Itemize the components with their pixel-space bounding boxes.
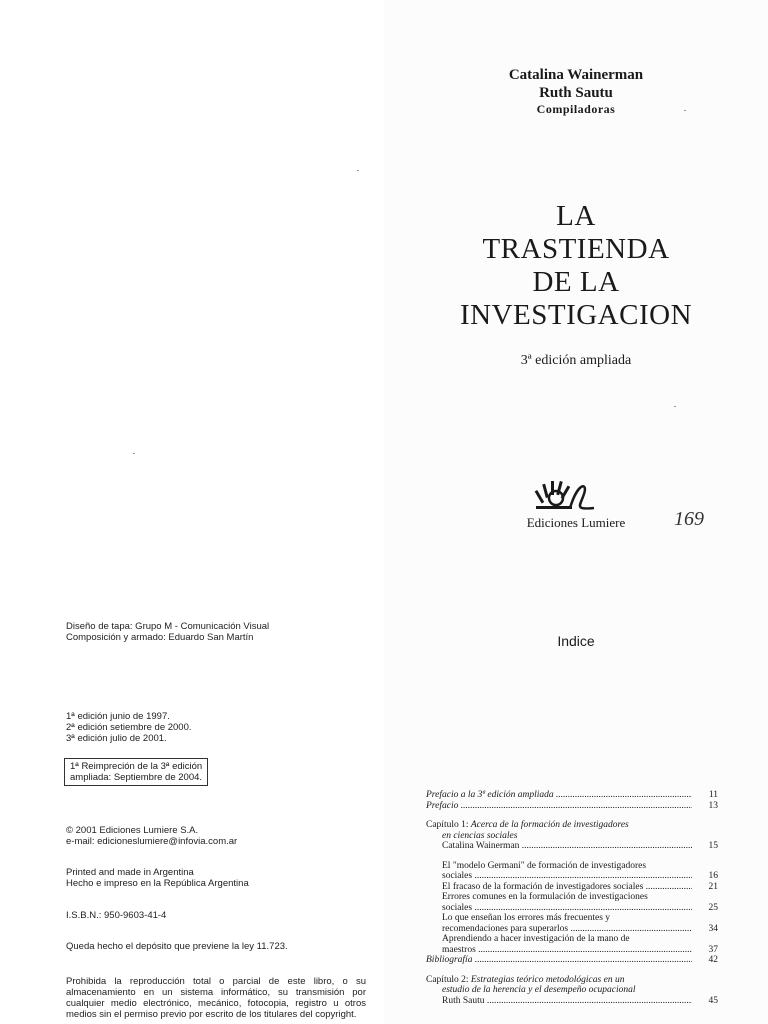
toc-entry xyxy=(426,903,718,914)
toc-page-number: 25 xyxy=(708,902,718,913)
title-line: INVESTIGACION xyxy=(459,299,693,331)
printed-line: Hecho e impreso en la República Argentina xyxy=(66,878,249,889)
index-page xyxy=(384,544,768,1024)
reprint-line: 1ª Reimpreción de la 3ª edición xyxy=(70,761,203,772)
chapter-title: Acerca de la formación de investigadores xyxy=(470,820,629,830)
table-of-contents xyxy=(426,790,718,1006)
section-title-continued: maestros ..... xyxy=(442,945,692,956)
index-title: Indice xyxy=(557,633,595,649)
author-name: Catalina Wainerman xyxy=(508,67,644,83)
copyright-line: © 2001 Ediciones Lumiere S.A. xyxy=(66,825,199,836)
toc-entry xyxy=(426,801,718,812)
toc-page-number: 42 xyxy=(708,955,718,965)
toc-page-number: 21 xyxy=(708,881,718,892)
copyright-page xyxy=(0,544,384,1024)
section-title: Errores comunes en la formulación de investigaciones xyxy=(442,892,648,902)
printed-in xyxy=(66,867,366,889)
toc-page-number: 37 xyxy=(708,944,718,955)
isbn-line: I.S.B.N.: 950-9603-41-4 xyxy=(66,910,167,921)
title-line: TRASTIENDA xyxy=(482,233,670,265)
toc-entry-title: Prefacio ..... xyxy=(426,801,692,812)
credit-line: Composición y armado: Eduardo San Martín xyxy=(66,632,254,643)
edition-line: 1ª edición junio de 1997. xyxy=(66,711,170,722)
printed-line: Printed and made in Argentina xyxy=(66,867,194,878)
toc-page-number: 11 xyxy=(708,790,718,800)
reprint-line: ampliada: Septiembre de 2004. xyxy=(70,772,203,783)
scan-speck xyxy=(674,406,676,407)
copyright-line: e-mail: edicioneslumiere@infovia.com.ar xyxy=(66,836,238,847)
toc-entry xyxy=(426,996,718,1007)
section-title-continued: recomendaciones para superarlos ..... xyxy=(442,924,692,935)
chapter-heading xyxy=(426,820,718,831)
scan-speck xyxy=(684,110,686,111)
edition-label: 3ª edición ampliada xyxy=(520,353,632,368)
title-line: DE LA xyxy=(532,266,620,298)
section-title: El fracaso de la formación de investigadores sociales ..... xyxy=(442,882,692,893)
handwritten-note: 169 xyxy=(674,508,704,530)
chapter-label: Capítulo 1: xyxy=(426,820,469,830)
scan-speck xyxy=(133,453,135,454)
toc-page-number: 16 xyxy=(708,871,718,881)
chapter-author: Ruth Sautu ..... xyxy=(442,996,692,1007)
deposit-line: Queda hecho el depósito que previene la ley 11.723. xyxy=(66,941,288,952)
toc-entry-title: Bibliografía ..... xyxy=(426,955,692,966)
toc-page-number: 13 xyxy=(708,800,718,811)
edition-line: 3ª edición julio de 2001. xyxy=(66,733,167,744)
author-block xyxy=(384,66,768,117)
section-title: Aprendiendo a hacer investigación de la mano de xyxy=(442,934,630,944)
chapter-author: Catalina Wainerman ..... xyxy=(442,841,692,852)
edition-history xyxy=(66,711,366,744)
book-title xyxy=(384,200,768,332)
toc-entry-title: Prefacio a la 3ª edición ampliada ..... xyxy=(426,790,692,801)
toc-entry xyxy=(426,955,718,966)
scan-speck xyxy=(357,170,359,171)
toc-entry xyxy=(426,924,718,935)
reprint-box xyxy=(64,758,208,786)
blank-page xyxy=(0,0,384,544)
section-title-continued: sociales ..... xyxy=(442,903,692,914)
section-title: Lo que enseñan los errores más frecuentes y xyxy=(442,913,611,923)
chapter-title: Estrategias teórico metodológicas en un xyxy=(470,974,625,985)
chapter-heading xyxy=(426,975,718,986)
toc-page-number: 15 xyxy=(708,841,718,851)
publisher-logo-icon xyxy=(534,478,600,514)
credit-line: Diseño de tapa: Grupo M - Comunicación Visual xyxy=(66,621,270,632)
toc-page-number: 34 xyxy=(708,923,718,934)
chapter-label: Capítulo 2: xyxy=(426,974,469,985)
chapter-title-continued: estudio de la herencia y el desempeño ocupacional xyxy=(442,985,636,995)
toc-entry xyxy=(426,945,718,956)
title-page xyxy=(384,0,768,544)
author-name: Ruth Sautu xyxy=(539,85,613,101)
publisher-name: Ediciones Lumiere xyxy=(526,515,626,530)
isbn xyxy=(66,910,366,921)
edition-line: 2ª edición setiembre de 2000. xyxy=(66,722,192,733)
toc-entry xyxy=(426,882,718,893)
toc-entry xyxy=(426,841,718,852)
legal-deposit xyxy=(66,941,366,952)
prohibition-text: Prohibida la reproducción total o parcial de este libro, o su almacenamiento en un sistema informático, su transmisión por cualquier medio electrónico, mecánico, fotocopia, registro u otros medios sin el permiso previo por escrito de los titulares del copyright. xyxy=(66,976,366,1020)
reproduction-notice xyxy=(66,976,366,1020)
section-title-continued: sociales ..... xyxy=(442,871,692,882)
title-line: LA xyxy=(556,200,596,232)
design-credits xyxy=(66,621,366,643)
copyright-notice xyxy=(66,825,366,847)
section-title: El "modelo Germani" de formación de investigadores xyxy=(442,860,647,871)
toc-page-number: 45 xyxy=(708,995,718,1006)
chapter-title-continued: en ciencias sociales xyxy=(442,830,518,841)
author-role: Compiladoras xyxy=(536,102,616,116)
toc-entry xyxy=(426,790,718,801)
toc-entry xyxy=(426,871,718,882)
